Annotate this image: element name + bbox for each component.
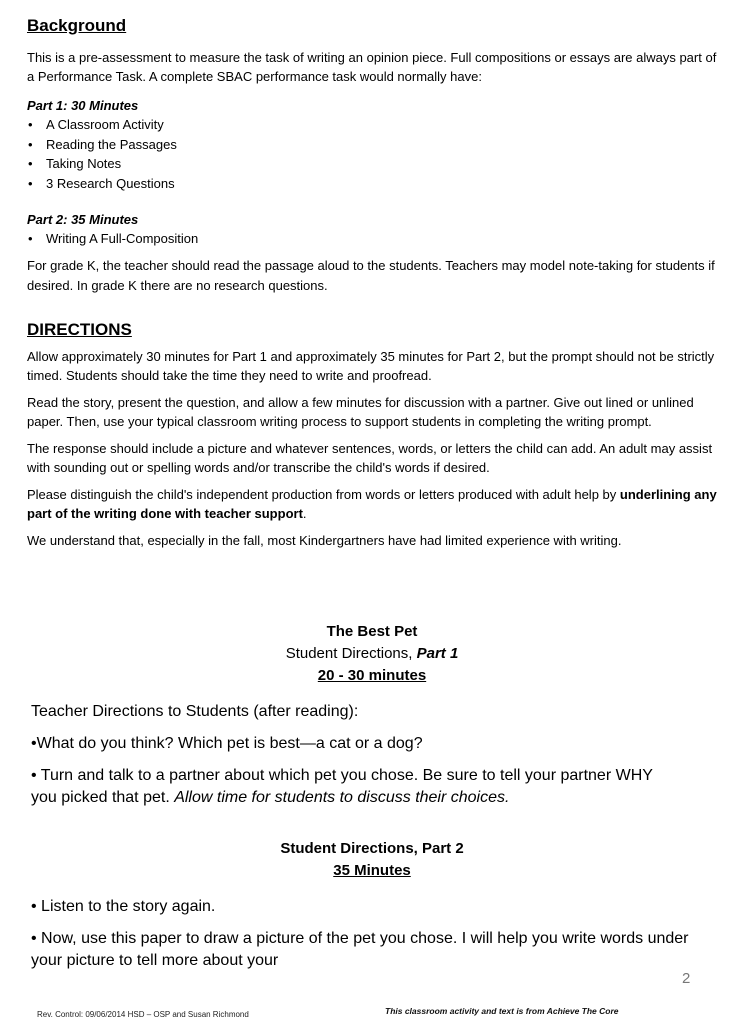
question-note: Allow time for students to discuss their choices. bbox=[174, 789, 510, 806]
part1-title: Part 1: 30 Minutes bbox=[27, 98, 139, 113]
part1-subtitle-text: Student Directions, bbox=[285, 645, 417, 662]
background-heading: Background bbox=[27, 16, 127, 35]
part2-block bbox=[27, 838, 717, 972]
part1-time: 20 - 30 minutes bbox=[317, 667, 427, 684]
part1-subtitle-emphasis: Part 1 bbox=[416, 645, 459, 662]
direction-line: • Listen to the story again. bbox=[31, 898, 216, 915]
directions-paragraph: Allow approximately 30 minutes for Part 1 and approximately 35 minutes for Part 2, but the prompt should not be strictly timed. Students should take the time they need to write and proofread. bbox=[27, 349, 715, 383]
part2-time: 35 Minutes bbox=[333, 862, 411, 879]
directions-paragraph: Read the story, present the question, and allow a few minutes for discussion with a partner. Give out lined or unlined paper. Then, use your typical classroom writing process to support students in completing the writing prompt. bbox=[27, 395, 694, 429]
list-item: • 3 Research Questions bbox=[27, 174, 717, 194]
grade-k-note: For grade K, the teacher should read the passage aloud to the students. Teachers may model note-taking for students if desired. In grade K there are no research questions. bbox=[27, 257, 715, 293]
directions-paragraph: The response should include a picture and whatever sentences, words, or letters the child can add. An adult may assist with sounding out or spelling words and/or transcribe the child's words if desired. bbox=[27, 441, 713, 475]
directions-paragraph bbox=[27, 486, 717, 523]
background-section bbox=[27, 16, 717, 296]
source-footer: This classroom activity and text is from Achieve The Core bbox=[385, 1006, 619, 1016]
part2-list bbox=[27, 229, 717, 249]
directions-heading: DIRECTIONS bbox=[27, 320, 132, 339]
directions-paragraph: We understand that, especially in the fall, most Kindergartners have had limited experience with writing. bbox=[27, 533, 622, 548]
part2-title: Part 2: 35 Minutes bbox=[27, 212, 139, 227]
directions-text: Please distinguish the child's independent production from words or letters produced with adult help by bbox=[27, 487, 620, 502]
list-item: • Writing A Full-Composition bbox=[27, 229, 717, 249]
story-title: The Best Pet bbox=[326, 623, 418, 640]
directions-emphasis: underlining any part of the writing done with teacher support bbox=[27, 487, 717, 521]
part1-subtitle bbox=[27, 643, 717, 665]
directions-text: . bbox=[302, 505, 307, 521]
background-intro: This is a pre-assessment to measure the task of writing an opinion piece. Full compositions or essays are always part of a Performance Task. A complete SBAC performance task would normally have: bbox=[27, 50, 717, 84]
directions-section bbox=[27, 320, 717, 551]
list-item: • Taking Notes bbox=[27, 154, 717, 174]
question-line bbox=[27, 765, 671, 809]
question-text: • Turn and talk to a partner about which pet you chose. Be sure to tell your partner WHY you picked that pet. bbox=[31, 767, 653, 806]
question-line: •What do you think? Which pet is best—a cat or a dog? bbox=[31, 735, 423, 752]
part1-list bbox=[27, 115, 717, 193]
list-item: • A Classroom Activity bbox=[27, 115, 717, 135]
part2-title: Student Directions, Part 2 bbox=[280, 840, 464, 857]
direction-line: • Now, use this paper to draw a picture of the pet you chose. I will help you write words under your picture to tell more about your bbox=[31, 930, 689, 969]
list-item: • Reading the Passages bbox=[27, 135, 717, 155]
revision-footer: Rev. Control: 09/06/2014 HSD – OSP and Susan Richmond bbox=[37, 1010, 249, 1019]
teacher-directions: Teacher Directions to Students (after reading): bbox=[31, 703, 359, 720]
page-number: 2 bbox=[682, 970, 691, 987]
part1-block bbox=[27, 621, 717, 809]
